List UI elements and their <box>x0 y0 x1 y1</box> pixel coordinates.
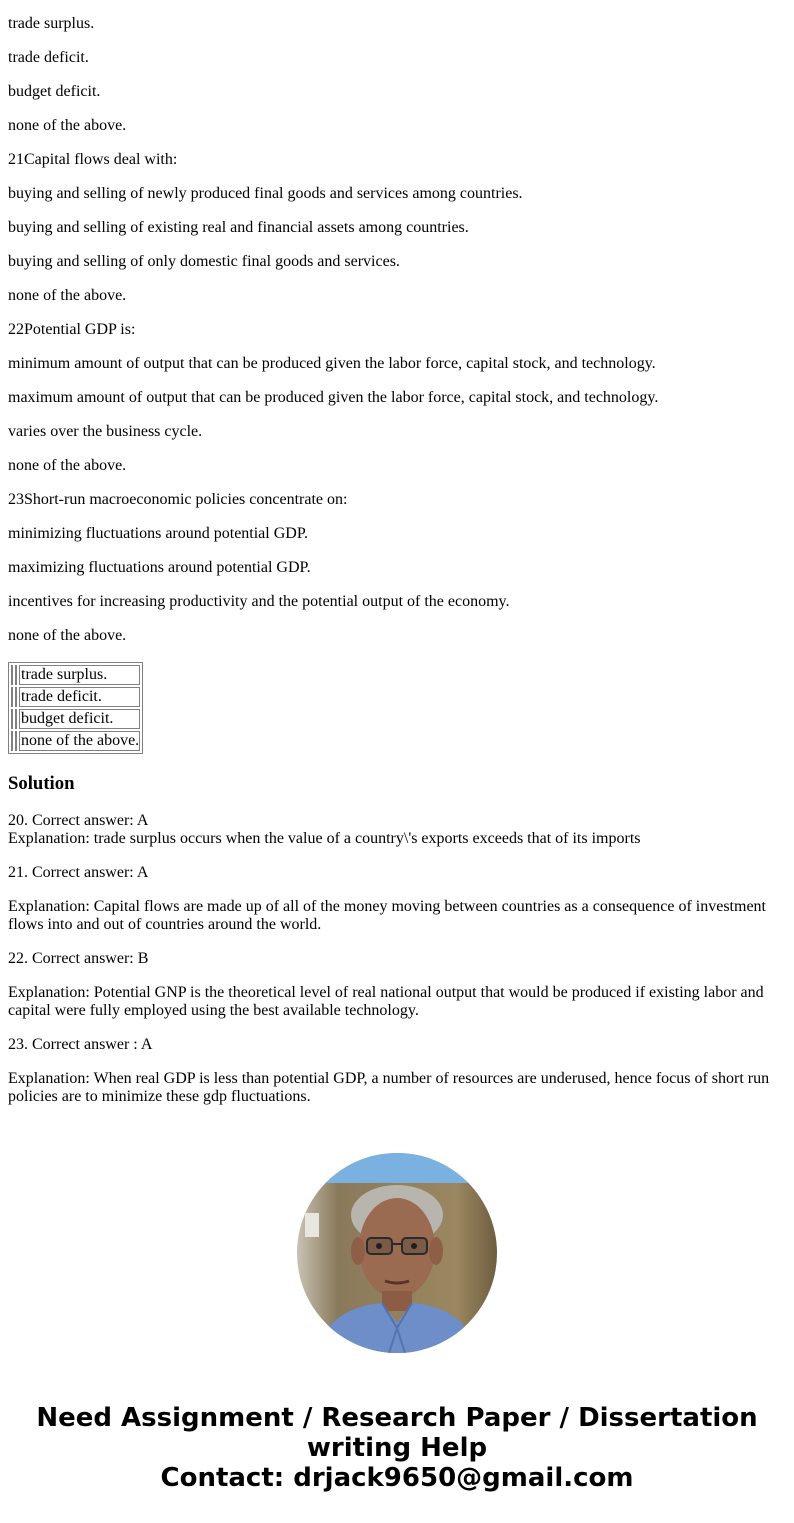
q21-option-d: none of the above. <box>8 287 127 304</box>
q21-option-c: buying and selling of only domestic final goods and services. <box>8 253 400 270</box>
empty-cell <box>15 709 17 729</box>
empty-cell <box>11 731 13 751</box>
q21-prompt: 21Capital flows deal with: <box>8 151 178 168</box>
q23-option-c: incentives for increasing productivity and the potential output of the economy. <box>8 593 510 610</box>
answer-22: 22. Correct answer: B <box>8 950 149 967</box>
q23-option-a: minimizing fluctuations around potential GDP. <box>8 525 308 542</box>
q20-option-c: budget deficit. <box>8 83 101 100</box>
explanation-22: Explanation: Potential GNP is the theoretical level of real national output that would be produced if existing labor and capital were fully employed using the best available technology. <box>8 984 764 1019</box>
q22-option-d: none of the above. <box>8 457 127 474</box>
table-row <box>11 687 140 707</box>
explanation-20: Explanation: trade surplus occurs when the value of a country\'s exports exceeds that of its imports <box>8 830 641 847</box>
empty-cell <box>15 687 17 707</box>
q21-option-a: buying and selling of newly produced final goods and services among countries. <box>8 185 523 202</box>
explanation-21: Explanation: Capital flows are made up of all of the money moving between countries as a consequence of investment flows into and out of countries around the world. <box>8 898 766 933</box>
empty-cell <box>15 731 17 751</box>
option-cell: none of the above. <box>21 732 140 749</box>
explanation-23: Explanation: When real GDP is less than potential GDP, a number of resources are underused, hence focus of short run policies are to minimize these gdp fluctuations. <box>8 1070 770 1105</box>
q22-option-c: varies over the business cycle. <box>8 423 203 440</box>
q20-option-a: trade surplus. <box>8 15 95 32</box>
empty-cell <box>11 665 13 685</box>
answer-23: 23. Correct answer : A <box>8 1036 153 1053</box>
q21-option-b: buying and selling of existing real and financial assets among countries. <box>8 219 469 236</box>
empty-cell <box>11 709 13 729</box>
answer-21: 21. Correct answer: A <box>8 864 149 881</box>
person-photo-icon <box>297 1153 497 1353</box>
q20-option-b: trade deficit. <box>8 49 89 66</box>
footer-line-1: Need Assignment / Research Paper / Dissertation <box>36 1403 758 1433</box>
footer-line-2: writing Help <box>306 1433 488 1463</box>
avatar <box>297 1153 497 1353</box>
solution-heading: Solution <box>8 773 75 794</box>
table-row <box>11 731 140 751</box>
q22-option-a: minimum amount of output that can be produced given the labor force, capital stock, and technology. <box>8 355 656 372</box>
q22-prompt: 22Potential GDP is: <box>8 321 136 338</box>
option-cell: trade deficit. <box>19 687 140 707</box>
q22-option-b: maximum amount of output that can be produced given the labor force, capital stock, and technology. <box>8 389 659 406</box>
answer-20: 20. Correct answer: A <box>8 812 149 829</box>
q23-option-b: maximizing fluctuations around potential GDP. <box>8 559 311 576</box>
empty-cell <box>15 665 17 685</box>
q23-option-d: none of the above. <box>8 627 127 644</box>
empty-cell <box>11 687 13 707</box>
table-row <box>11 665 140 685</box>
q23-prompt: 23Short-run macroeconomic policies concentrate on: <box>8 491 348 508</box>
option-cell: budget deficit. <box>19 709 140 729</box>
options-table <box>8 662 143 754</box>
footer-line-3: Contact: drjack9650@gmail.com <box>160 1463 634 1493</box>
contact-footer <box>0 1403 794 1493</box>
q20-option-d: none of the above. <box>8 117 127 134</box>
table-row <box>11 709 140 729</box>
option-cell: trade surplus. <box>19 665 140 685</box>
